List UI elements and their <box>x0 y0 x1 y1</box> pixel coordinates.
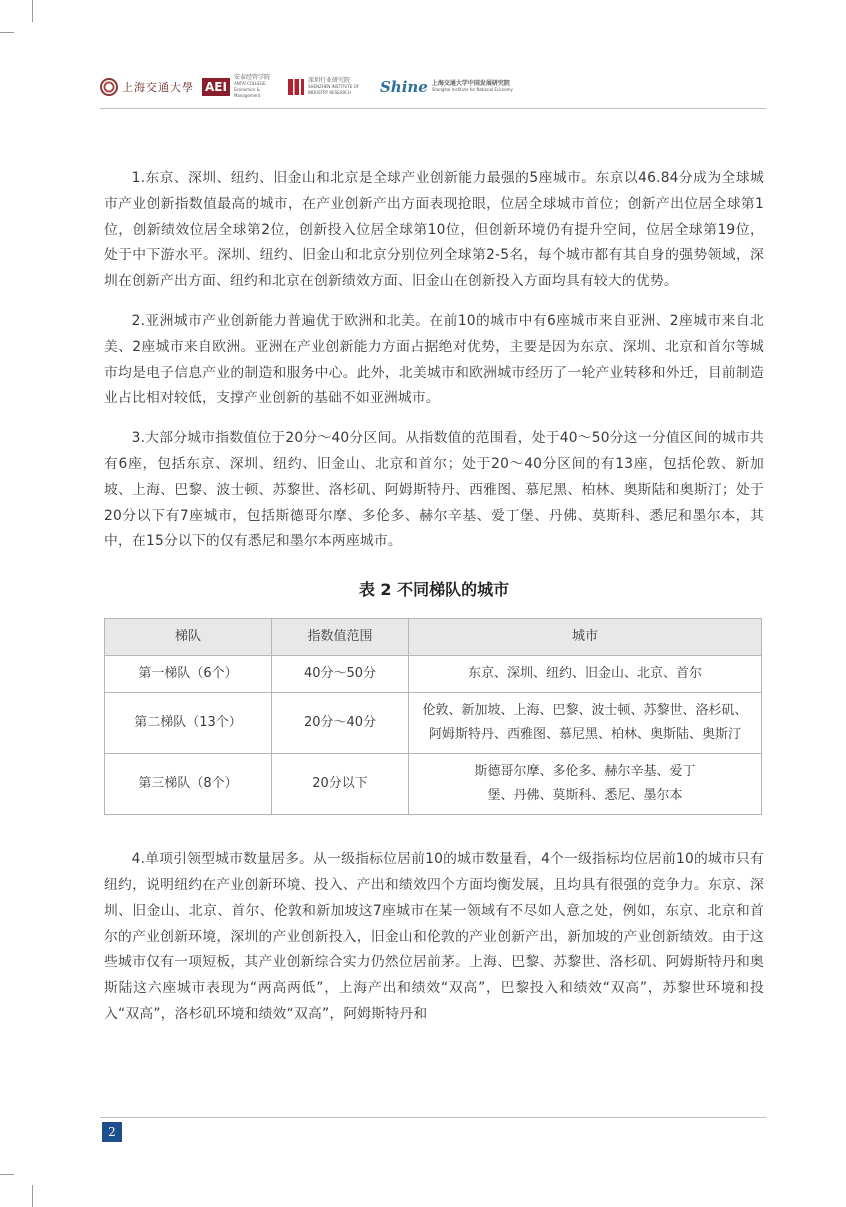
paragraph-1: 1.东京、深圳、纽约、旧金山和北京是全球产业创新能力最强的5座城市。东京以46.84分成为全球城市产业创新指数值最高的城市，在产业创新产出方面表现抢眼，位居全球城市首位；创新产出位居全球第1位，创新绩效位居全球第2位，创新投入位居全球第10位，但创新环境仍有提升空间，位居全球第19位，处于中下游水平。深圳、纽约、旧金山和北京分别位列全球第2-5名，每个城市都有其自身的强势领域，深圳在创新产出方面、纽约和北京在创新绩效方面、旧金山在创新投入方面均具有较大的优势。 <box>104 170 764 290</box>
footer-divider <box>100 1117 766 1118</box>
header-divider <box>100 108 766 109</box>
cities-cell: 东京、深圳、纽约、旧金山、北京、首尔 <box>409 656 762 693</box>
table-title: 表 2 不同梯队的城市 <box>358 580 510 600</box>
shine-name-en: Shanghai Institute for National Economy <box>431 87 513 92</box>
table-header-row <box>105 619 762 656</box>
aei-name-cn: 安泰经管学院 <box>233 74 270 81</box>
table-header-cities: 城市 <box>409 619 762 656</box>
table-row <box>105 693 762 754</box>
paragraph-4: 4.单项引领型城市数量居多。从一级指标位居前10的城市数量看，4个一级指标均位居前10的城市只有纽约，说明纽约在产业创新环境、投入、产出和绩效四个方面均衡发展，且均具有很强的竞争力。东京、深圳、旧金山、北京、首尔、伦敦和新加坡这7座城市在某一领域有不尽如人意之处，例如，东京、北京和首尔的产业创新环境，深圳的产业创新投入，旧金山和伦敦的产业创新产出，新加坡的产业创新绩效。由于这些城市仅有一项短板，其产业创新综合实力仍然位居前茅。上海、巴黎、苏黎世、洛杉矶、阿姆斯特丹和奥斯陆这六座城市表现为“两高两低”，上海产出和绩效“双高”，巴黎投入和绩效“双高”，苏黎世环境和投入“双高”，洛杉矶环境和绩效“双高”，阿姆斯特丹和 <box>104 851 764 1022</box>
aei-logo <box>202 75 280 99</box>
institute-mark-icon <box>288 79 304 95</box>
page-number: 2 <box>102 1122 122 1142</box>
sjtu-logo <box>100 78 194 96</box>
table-header-tier: 梯队 <box>105 619 272 656</box>
aei-mark: AEI <box>202 78 230 96</box>
range-cell: 40分～50分 <box>272 656 409 693</box>
crop-mark <box>32 1185 33 1207</box>
tier-cell: 第一梯队（6个） <box>105 656 272 693</box>
institute-name-cn: 深圳行业研究院 <box>307 77 350 84</box>
page-header <box>100 70 760 104</box>
aei-name-en: ANTAI COLLEGE Economics & Management <box>233 81 266 98</box>
table-row <box>105 656 762 693</box>
shine-logo <box>380 78 513 96</box>
tier-cell: 第三梯队（8个） <box>105 754 272 815</box>
shine-mark: Shine <box>379 78 428 96</box>
range-cell: 20分以下 <box>272 754 409 815</box>
cities-cell: 伦敦、新加坡、上海、巴黎、波士顿、苏黎世、洛杉矶、阿姆斯特丹、西雅图、慕尼黑、柏林、奥斯陆、奥斯汀 <box>409 693 762 754</box>
range-cell: 20分～40分 <box>272 693 409 754</box>
tier-cell: 第二梯队（13个） <box>105 693 272 754</box>
crop-mark <box>0 1174 14 1175</box>
shine-name-cn: 上海交通大学中国发展研究院 <box>431 80 510 87</box>
table-header-range: 指数值范围 <box>272 619 409 656</box>
crop-mark <box>32 0 33 22</box>
cities-cell: 斯德哥尔摩、多伦多、赫尔辛基、爱丁堡、丹佛、莫斯科、悉尼、墨尔本 <box>409 754 762 815</box>
paragraph-3: 3.大部分城市指数值位于20分～40分区间。从指数值的范围看，处于40～50分这一分值区间的城市共有6座，包括东京、深圳、纽约、旧金山、北京和首尔；处于20～40分区间的有13座，包括伦敦、新加坡、上海、巴黎、波士顿、苏黎世、洛杉矶、阿姆斯特丹、西雅图、慕尼黑、柏林、奥斯陆和奥斯汀；处于20分以下有7座城市，包括斯德哥尔摩、多伦多、赫尔辛基、爱丁堡、丹佛、莫斯科、悉尼和墨尔本，其中，在15分以下的仅有悉尼和墨尔本两座城市。 <box>104 430 764 550</box>
tier-table <box>104 618 762 815</box>
table-row <box>105 754 762 815</box>
institute-logo <box>288 78 372 96</box>
page-body <box>104 166 764 1042</box>
sjtu-seal-icon <box>100 78 118 96</box>
institute-name-en: SHENZHEN INSTITUTE OF INDUSTRY RESEARCH <box>307 84 359 95</box>
crop-mark <box>0 32 14 33</box>
sjtu-name: 上海交通大學 <box>122 81 194 94</box>
paragraph-2: 2.亚洲城市产业创新能力普遍优于欧洲和北美。在前10的城市中有6座城市来自亚洲、2座城市来自北美、2座城市来自欧洲。亚洲在产业创新能力方面占据绝对优势，主要是因为东京、深圳、北京和首尔等城市均是电子信息产业的制造和服务中心。此外，北美城市和欧洲城市经历了一轮产业转移和外迁，目前制造业占比相对较低，支撑产业创新的基础不如亚洲城市。 <box>104 312 764 407</box>
